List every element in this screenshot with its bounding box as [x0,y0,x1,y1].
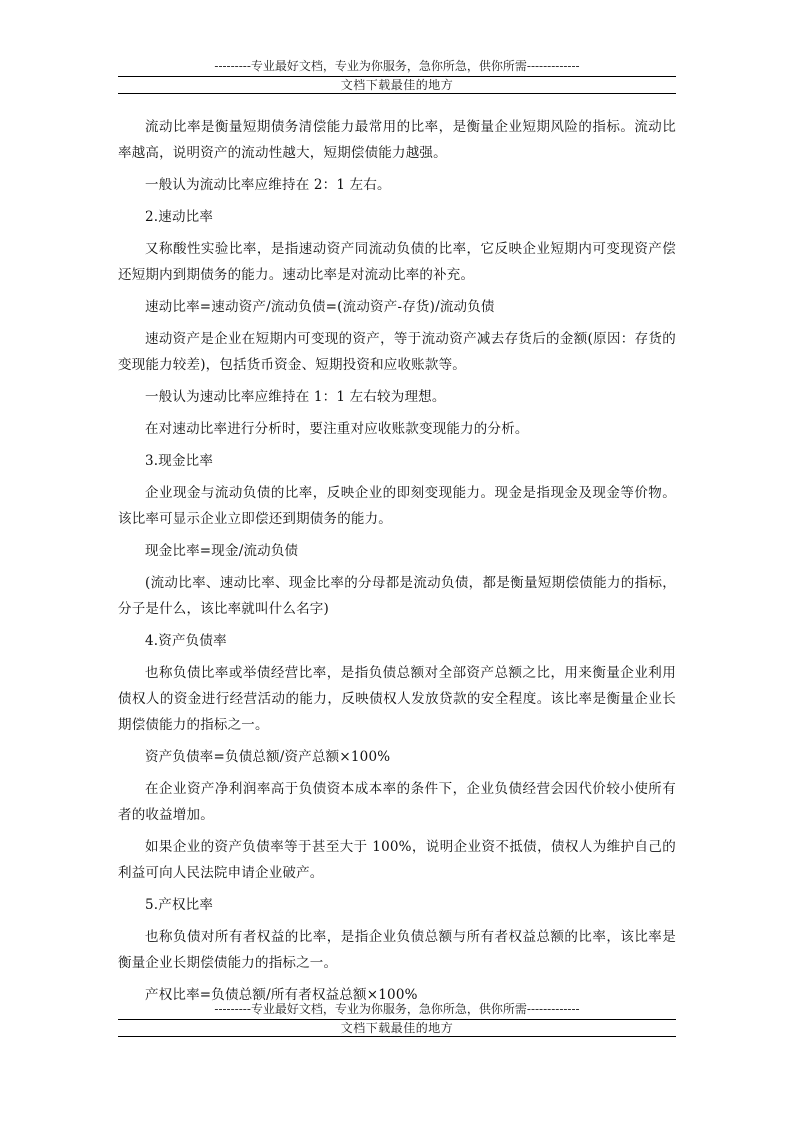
section-heading-quick-ratio: 2.速动比率 [145,209,214,225]
paragraph-insolvency: 如果企业的资产负债率等于甚至大于 100%，说明企业资不抵债，债权人为维护自己的利益可向人民法院申请企业破产。 [118,839,676,881]
section-heading-equity-ratio: 5.产权比率 [145,897,214,913]
paragraph-cash-ratio-desc: 企业现金与流动负债的比率，反映企业的即刻变现能力。现金是指现金及现金等价物。该比率可显示企业立即偿还到期债务的能力。 [118,485,676,527]
paragraph-quick-ratio-desc: 又称酸性实验比率，是指速动资产同流动负债的比率，它反映企业短期内可变现资产偿还短期内到期债务的能力。速动比率是对流动比率的补充。 [118,241,676,283]
paragraph-leverage-condition: 在企业资产净利润率高于负债资本成本率的条件下，企业负债经营会因代价较小使所有者的收益增加。 [118,781,676,823]
footer-rule-bottom [118,1036,676,1037]
footer-subtitle: 文档下载最佳的地方 [340,1021,454,1035]
formula-cash-ratio: 现金比率=现金/流动负债 [145,543,299,559]
document-body [118,114,676,1014]
paragraph-debt-ratio-desc: 也称负债比率或举债经营比率，是指负债总额对全部资产总额之比，用来衡量企业利用债权人的资金进行经营活动的能力，反映债权人发放贷款的安全程度。该比率是衡量企业长期偿债能力的指标之一。 [118,665,676,733]
section-heading-cash-ratio: 3.现金比率 [145,453,214,469]
paragraph-quick-ratio-norm: 一般认为速动比率应维持在 1：1 左右较为理想。 [145,389,446,405]
page-header [118,58,676,94]
paragraph-equity-ratio-desc: 也称负债对所有者权益的比率，是指企业负债总额与所有者权益总额的比率，该比率是衡量企业长期偿债能力的指标之一。 [118,929,676,971]
formula-quick-ratio: 速动比率=速动资产/流动负债=(流动资产-存货)/流动负债 [145,299,495,315]
header-subtitle: 文档下载最佳的地方 [340,78,454,92]
page-footer [118,1001,676,1037]
formula-equity-ratio: 产权比率=负债总额/所有者权益总额×100% [145,987,418,1003]
section-heading-debt-ratio: 4.资产负债率 [145,633,227,649]
paragraph-quick-ratio-analysis: 在对速动比率进行分析时，要注重对应收账款变现能力的分析。 [145,421,529,437]
header-tagline: ---------专业最好文档，专业为你服务，急你所急，供你所需------------- [214,59,580,73]
paragraph-ratio-note: (流动比率、速动比率、现金比率的分母都是流动负债，都是衡量短期偿债能力的指标，分子是什么，该比率就叫什么名字) [118,575,676,617]
header-rule-bottom [118,93,676,94]
footer-tagline: ---------专业最好文档，专业为你服务，急你所急，供你所需------------- [214,1002,580,1016]
formula-debt-ratio: 资产负债率=负债总额/资产总额×100% [145,749,391,765]
paragraph-quick-assets-desc: 速动资产是企业在短期内可变现的资产，等于流动资产减去存货后的金额(原因：存货的变现能力较差)，包括货币资金、短期投资和应收账款等。 [118,331,676,373]
paragraph-current-ratio-desc: 流动比率是衡量短期债务清偿能力最常用的比率，是衡量企业短期风险的指标。流动比率越高，说明资产的流动性越大，短期偿债能力越强。 [118,119,676,161]
paragraph-current-ratio-norm: 一般认为流动比率应维持在 2：1 左右。 [145,177,391,193]
